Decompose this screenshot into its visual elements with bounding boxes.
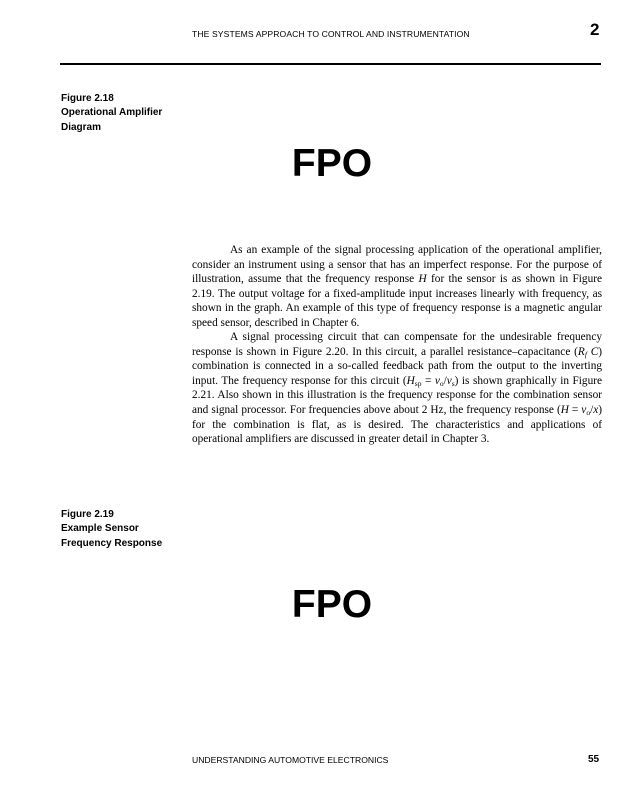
math-var: H	[560, 404, 569, 417]
math-operator: /	[443, 374, 447, 387]
math-var: x	[593, 404, 599, 417]
paragraph-2	[192, 330, 602, 446]
text-run: ) combination is connected in a so-called feedback path from the output to the inverting input. The frequency response for this circuit (	[192, 345, 603, 387]
text-run: As an example of the signal processing application of the operational amplifier, consider an instrument using a sensor that has an imperfect response. For the purpose of illustration, assume that the frequency response	[192, 244, 602, 286]
math-var: C	[586, 345, 599, 358]
math-operator: =	[421, 374, 435, 387]
math-operator: =	[568, 404, 582, 417]
math-subscript: o	[439, 378, 444, 388]
text-run: A signal processing circuit that can compensate for the undesirable frequency response is shown in Figure 2.20. In this circuit, a parallel resistance–capacitance (	[192, 331, 602, 358]
text-run: for the sensor is as shown in Figure 2.19. The output voltage for a fixed-amplitude input increases linearly with frequency, as shown in the graph. An example of this type of frequency response is a magnetic angular speed sensor, described in Chapter 6.	[192, 273, 602, 329]
math-var: R	[577, 345, 585, 358]
math-var: H	[418, 273, 427, 286]
body-text	[192, 243, 602, 447]
chapter-number: 2	[590, 20, 600, 39]
footer-book-title: UNDERSTANDING AUTOMOTIVE ELECTRONICS	[192, 755, 389, 765]
math-var: v	[434, 374, 440, 387]
math-var: v	[581, 404, 587, 417]
math-subscript: f	[584, 349, 587, 359]
caption-line: Operational Amplifier	[61, 107, 163, 119]
caption-line: Figure 2.18	[61, 93, 114, 104]
figure-2-18-placeholder: FPO	[291, 142, 373, 185]
caption-line: Figure 2.19	[61, 509, 114, 520]
math-operator: /	[590, 404, 594, 417]
paragraph-1	[192, 243, 602, 330]
figure-2-19-caption	[61, 508, 191, 551]
caption-line: Frequency Response	[61, 537, 163, 549]
math-subscript: s	[451, 378, 455, 388]
caption-line: Diagram	[61, 121, 102, 133]
header-rule	[60, 63, 601, 65]
math-subscript: sp	[414, 378, 422, 388]
text-run: ) is shown graphically in Figure 2.21. Also shown in this illustration is the frequency response for the combination sensor and signal processor. For frequencies above about 2 Hz, the frequency response (	[192, 374, 602, 417]
text-run: ) for the combination is flat, as is desired. The characteristics and applications of operational amplifiers are discussed in greater detail in Chapter 3.	[192, 404, 602, 446]
caption-line: Example Sensor	[61, 523, 139, 535]
math-var: H	[406, 374, 415, 387]
math-subscript: o	[586, 408, 591, 418]
math-var: v	[446, 374, 452, 387]
running-head: THE SYSTEMS APPROACH TO CONTROL AND INSTRUMENTATION	[192, 29, 470, 39]
page-number: 55	[588, 754, 600, 765]
figure-2-18-caption	[61, 92, 191, 135]
figure-2-19-placeholder: FPO	[291, 583, 373, 626]
